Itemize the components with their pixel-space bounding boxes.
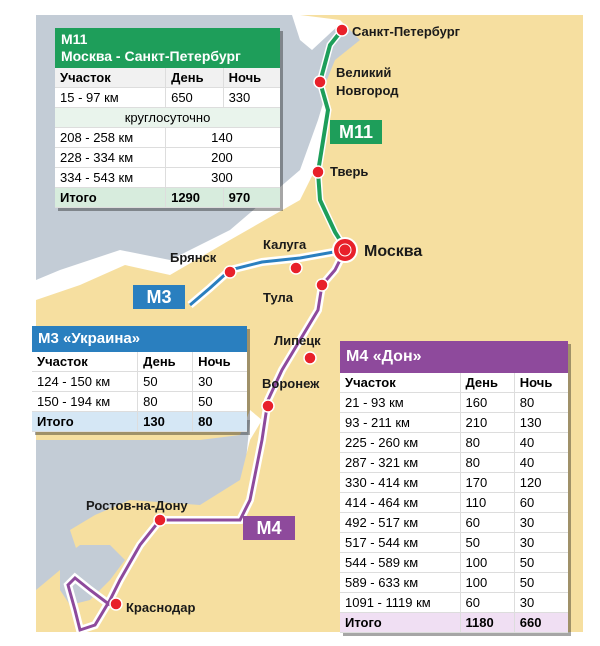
table-row (340, 533, 568, 553)
m11-title-route: Москва - Санкт-Петербург (61, 48, 241, 64)
m4-header-day: День (460, 373, 514, 393)
m4-row-night: 30 (514, 533, 568, 553)
m3-header-night: Ночь (193, 352, 247, 372)
m4-row-section: 517 - 544 км (340, 533, 460, 553)
m4-row-day: 50 (460, 533, 514, 553)
label-spb: Санкт-Петербург (352, 24, 461, 39)
marker-krasnodar (110, 598, 122, 610)
m4-table-body (340, 373, 568, 633)
m3-row-night: 30 (193, 372, 247, 392)
m4-row-section: 287 - 321 км (340, 453, 460, 473)
m3-header-day: День (138, 352, 193, 372)
m4-total-label: Итого (340, 613, 460, 633)
m4-title-name: «Дон» (372, 348, 422, 365)
m11-note: круглосуточно (55, 108, 280, 128)
m11-total-day: 1290 (166, 188, 223, 208)
table-row (340, 453, 568, 473)
m11-row-price: 200 (166, 148, 280, 168)
marker-moscow (333, 238, 357, 262)
m11-row-section: 15 - 97 км (55, 88, 166, 108)
badge-m4: М4 (243, 516, 295, 540)
m11-row-section: 208 - 258 км (55, 128, 166, 148)
m11-header-section: Участок (55, 68, 166, 88)
m11-row-price: 140 (166, 128, 280, 148)
m4-row-day: 170 (460, 473, 514, 493)
label-lipetsk: Липецк (274, 333, 321, 348)
m3-row-night: 50 (193, 392, 247, 412)
m4-row-day: 60 (460, 513, 514, 533)
m4-row-day: 80 (460, 453, 514, 473)
m11-row-day: 650 (166, 88, 223, 108)
table-row (55, 168, 280, 188)
m4-title-code: М4 (346, 348, 369, 365)
label-moscow: Москва (364, 243, 423, 260)
m4-row-night: 50 (514, 553, 568, 573)
m11-title-code: М11 (61, 31, 88, 47)
m4-row-section: 93 - 211 км (340, 413, 460, 433)
m3-total-night: 80 (193, 412, 247, 432)
m4-row-section: 589 - 633 км (340, 573, 460, 593)
table-row (340, 413, 568, 433)
marker-voronezh (262, 400, 274, 412)
m4-row-day: 60 (460, 593, 514, 613)
m11-total-night: 970 (223, 188, 280, 208)
label-krasnodar: Краснодар (126, 600, 196, 615)
m11-note-row (55, 108, 280, 128)
table-row (340, 573, 568, 593)
m4-row-section: 492 - 517 км (340, 513, 460, 533)
table-row (55, 128, 280, 148)
m3-row-section: 150 - 194 км (32, 392, 138, 412)
m3-row-day: 80 (138, 392, 193, 412)
m3-toll-table (32, 326, 247, 432)
m11-total-row (55, 188, 280, 208)
m3-total-day: 130 (138, 412, 193, 432)
m4-column-headers (340, 373, 568, 393)
marker-lipetsk (304, 352, 316, 364)
m11-toll-table (55, 28, 280, 208)
marker-tver (312, 166, 324, 178)
m4-row-night: 120 (514, 473, 568, 493)
m4-row-night: 50 (514, 573, 568, 593)
m4-total-night: 660 (514, 613, 568, 633)
label-voronezh: Воронеж (262, 376, 320, 391)
m11-header-night: Ночь (223, 68, 280, 88)
m4-header-night: Ночь (514, 373, 568, 393)
m4-toll-table (340, 341, 568, 633)
m11-column-headers (55, 68, 280, 88)
table-row (340, 433, 568, 453)
marker-tula (316, 279, 328, 291)
marker-kaluga (290, 262, 302, 274)
m11-table-header (55, 28, 280, 68)
label-novgorod-2: Новгород (336, 83, 399, 98)
m11-header-day: День (166, 68, 223, 88)
m4-row-day: 100 (460, 553, 514, 573)
m4-row-section: 21 - 93 км (340, 393, 460, 413)
label-tula: Тула (263, 290, 293, 305)
marker-rostov (154, 514, 166, 526)
table-row (340, 553, 568, 573)
m11-total-label: Итого (55, 188, 166, 208)
m3-table-header (32, 326, 247, 352)
marker-novgorod (314, 76, 326, 88)
m4-row-section: 414 - 464 км (340, 493, 460, 513)
table-row (340, 473, 568, 493)
badge-m3: М3 (133, 285, 185, 309)
marker-bryansk (224, 266, 236, 278)
m11-row-section: 334 - 543 км (55, 168, 166, 188)
table-row (340, 393, 568, 413)
m3-column-headers (32, 352, 247, 372)
m4-row-night: 130 (514, 413, 568, 433)
m4-row-day: 100 (460, 573, 514, 593)
table-row (340, 513, 568, 533)
m4-row-section: 330 - 414 км (340, 473, 460, 493)
m3-table-body (32, 352, 247, 432)
m3-row-section: 124 - 150 км (32, 372, 138, 392)
m11-row-price: 300 (166, 168, 280, 188)
m3-total-label: Итого (32, 412, 138, 432)
label-rostov: Ростов-на-Дону (86, 498, 188, 513)
m4-row-night: 80 (514, 393, 568, 413)
m4-row-night: 60 (514, 493, 568, 513)
m4-row-day: 160 (460, 393, 514, 413)
table-row (55, 148, 280, 168)
marker-spb (336, 24, 348, 36)
m4-row-section: 1091 - 1119 км (340, 593, 460, 613)
m11-row-night: 330 (223, 88, 280, 108)
m4-row-section: 225 - 260 км (340, 433, 460, 453)
m4-row-day: 110 (460, 493, 514, 513)
m4-row-section: 544 - 589 км (340, 553, 460, 573)
badge-m11: М11 (330, 120, 382, 144)
m3-title-name: «Украина» (63, 330, 141, 347)
m3-header-section: Участок (32, 352, 138, 372)
m4-row-day: 210 (460, 413, 514, 433)
m4-row-day: 80 (460, 433, 514, 453)
m3-total-row (32, 412, 247, 432)
m4-row-night: 30 (514, 593, 568, 613)
m11-row-section: 228 - 334 км (55, 148, 166, 168)
m4-total-row (340, 613, 568, 633)
m4-row-night: 30 (514, 513, 568, 533)
table-row (32, 392, 247, 412)
table-row (55, 88, 280, 108)
m4-total-day: 1180 (460, 613, 514, 633)
table-row (340, 493, 568, 513)
table-row (340, 593, 568, 613)
m4-table-header (340, 341, 568, 373)
m4-row-night: 40 (514, 433, 568, 453)
m11-table-body (55, 68, 280, 208)
m4-row-night: 40 (514, 453, 568, 473)
label-bryansk: Брянск (170, 250, 217, 265)
m3-row-day: 50 (138, 372, 193, 392)
m3-title-code: М3 (38, 330, 59, 347)
label-tver: Тверь (330, 164, 369, 179)
label-kaluga: Калуга (263, 237, 307, 252)
m4-header-section: Участок (340, 373, 460, 393)
table-row (32, 372, 247, 392)
label-novgorod-1: Великий (336, 65, 392, 80)
